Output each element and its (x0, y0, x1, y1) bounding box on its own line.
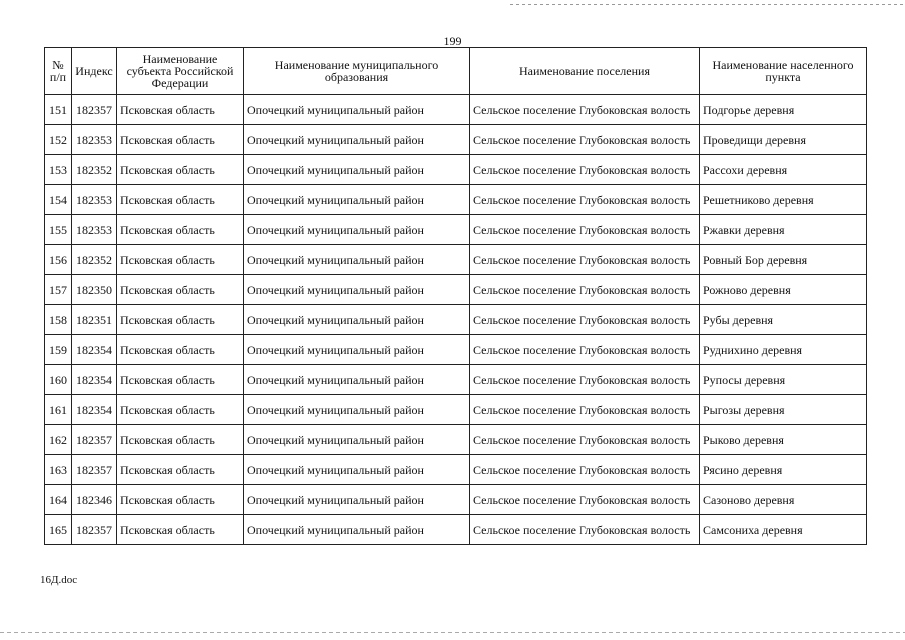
cell-municipal: Опочецкий муниципальный район (244, 185, 470, 215)
cell-locality: Рожново деревня (700, 275, 867, 305)
cell-settlement: Сельское поселение Глубоковская волость (470, 155, 700, 185)
cell-num: 156 (45, 245, 72, 275)
cell-subject: Псковская область (117, 305, 244, 335)
cell-num: 161 (45, 395, 72, 425)
cell-municipal: Опочецкий муниципальный район (244, 455, 470, 485)
cell-index: 182353 (72, 185, 117, 215)
cell-settlement: Сельское поселение Глубоковская волость (470, 425, 700, 455)
cell-num: 164 (45, 485, 72, 515)
table-row (45, 305, 867, 335)
cell-index: 182352 (72, 245, 117, 275)
table-row (45, 275, 867, 305)
cell-locality: Рыгозы деревня (700, 395, 867, 425)
cell-num: 153 (45, 155, 72, 185)
table-body (45, 95, 867, 545)
cell-subject: Псковская область (117, 485, 244, 515)
cell-index: 182354 (72, 395, 117, 425)
cell-locality: Сазоново деревня (700, 485, 867, 515)
table-row (45, 515, 867, 545)
cell-locality: Подгорье деревня (700, 95, 867, 125)
cell-index: 182353 (72, 215, 117, 245)
cell-settlement: Сельское поселение Глубоковская волость (470, 395, 700, 425)
cell-locality: Ровный Бор деревня (700, 245, 867, 275)
cell-municipal: Опочецкий муниципальный район (244, 155, 470, 185)
cell-locality: Руднихино деревня (700, 335, 867, 365)
cell-municipal: Опочецкий муниципальный район (244, 275, 470, 305)
table-row (45, 95, 867, 125)
cell-settlement: Сельское поселение Глубоковская волость (470, 95, 700, 125)
cell-num: 165 (45, 515, 72, 545)
cell-settlement: Сельское поселение Глубоковская волость (470, 125, 700, 155)
cell-num: 160 (45, 365, 72, 395)
cell-index: 182357 (72, 425, 117, 455)
cell-num: 162 (45, 425, 72, 455)
cell-subject: Псковская область (117, 125, 244, 155)
page-number: 199 (443, 34, 462, 48)
cell-num: 155 (45, 215, 72, 245)
table-row (45, 155, 867, 185)
cell-num: 154 (45, 185, 72, 215)
table-row (45, 335, 867, 365)
cell-index: 182357 (72, 455, 117, 485)
cell-municipal: Опочецкий муниципальный район (244, 425, 470, 455)
cell-index: 182352 (72, 155, 117, 185)
header-locality: Наименование населенного пункта (700, 48, 867, 95)
cell-locality: Рыково деревня (700, 425, 867, 455)
cell-locality: Самсониха деревня (700, 515, 867, 545)
cell-municipal: Опочецкий муниципальный район (244, 95, 470, 125)
cell-municipal: Опочецкий муниципальный район (244, 245, 470, 275)
cell-locality: Решетниково деревня (700, 185, 867, 215)
cell-subject: Псковская область (117, 275, 244, 305)
header-index: Индекс (72, 48, 117, 95)
table-row (45, 395, 867, 425)
cell-settlement: Сельское поселение Глубоковская волость (470, 275, 700, 305)
cell-index: 182351 (72, 305, 117, 335)
cell-index: 182346 (72, 485, 117, 515)
cell-settlement: Сельское поселение Глубоковская волость (470, 185, 700, 215)
cell-settlement: Сельское поселение Глубоковская волость (470, 515, 700, 545)
cell-num: 158 (45, 305, 72, 335)
cell-municipal: Опочецкий муниципальный район (244, 335, 470, 365)
cell-settlement: Сельское поселение Глубоковская волость (470, 455, 700, 485)
cell-settlement: Сельское поселение Глубоковская волость (470, 335, 700, 365)
cell-settlement: Сельское поселение Глубоковская волость (470, 485, 700, 515)
cell-subject: Псковская область (117, 515, 244, 545)
header-municipal: Наименование муниципального образования (244, 48, 470, 95)
cell-locality: Рясино деревня (700, 455, 867, 485)
header-subject: Наименование субъекта Российской Федерации (117, 48, 244, 95)
cell-index: 182350 (72, 275, 117, 305)
cell-index: 182357 (72, 515, 117, 545)
cell-settlement: Сельское поселение Глубоковская волость (470, 305, 700, 335)
cell-subject: Псковская область (117, 185, 244, 215)
cell-index: 182354 (72, 335, 117, 365)
table-row (45, 455, 867, 485)
table-row (45, 215, 867, 245)
cell-num: 152 (45, 125, 72, 155)
cell-subject: Псковская область (117, 455, 244, 485)
cell-locality: Рассохи деревня (700, 155, 867, 185)
table-row (45, 425, 867, 455)
cell-municipal: Опочецкий муниципальный район (244, 305, 470, 335)
cell-subject: Псковская область (117, 425, 244, 455)
cell-settlement: Сельское поселение Глубоковская волость (470, 245, 700, 275)
cell-municipal: Опочецкий муниципальный район (244, 215, 470, 245)
cell-subject: Псковская область (117, 365, 244, 395)
table-row (45, 185, 867, 215)
cell-subject: Псковская область (117, 395, 244, 425)
header-settlement: Наименование поселения (470, 48, 700, 95)
scan-artifact-top (510, 4, 905, 5)
footer-filename: 16Д.doc (40, 574, 78, 586)
scan-artifact-bottom (0, 632, 905, 633)
cell-locality: Ржавки деревня (700, 215, 867, 245)
cell-index: 182354 (72, 365, 117, 395)
cell-num: 163 (45, 455, 72, 485)
cell-municipal: Опочецкий муниципальный район (244, 515, 470, 545)
table-row (45, 125, 867, 155)
table-row (45, 485, 867, 515)
cell-settlement: Сельское поселение Глубоковская волость (470, 365, 700, 395)
cell-index: 182353 (72, 125, 117, 155)
header-num: № п/п (45, 48, 72, 95)
cell-municipal: Опочецкий муниципальный район (244, 485, 470, 515)
table-row (45, 365, 867, 395)
cell-subject: Псковская область (117, 215, 244, 245)
cell-index: 182357 (72, 95, 117, 125)
cell-locality: Проведищи деревня (700, 125, 867, 155)
cell-subject: Псковская область (117, 155, 244, 185)
cell-num: 151 (45, 95, 72, 125)
cell-municipal: Опочецкий муниципальный район (244, 395, 470, 425)
table-header-row (45, 48, 867, 95)
settlements-table (44, 47, 867, 545)
cell-num: 157 (45, 275, 72, 305)
table-row (45, 245, 867, 275)
cell-subject: Псковская область (117, 245, 244, 275)
cell-subject: Псковская область (117, 95, 244, 125)
cell-num: 159 (45, 335, 72, 365)
cell-locality: Рубы деревня (700, 305, 867, 335)
cell-municipal: Опочецкий муниципальный район (244, 125, 470, 155)
cell-subject: Псковская область (117, 335, 244, 365)
cell-municipal: Опочецкий муниципальный район (244, 365, 470, 395)
cell-locality: Рупосы деревня (700, 365, 867, 395)
cell-settlement: Сельское поселение Глубоковская волость (470, 215, 700, 245)
